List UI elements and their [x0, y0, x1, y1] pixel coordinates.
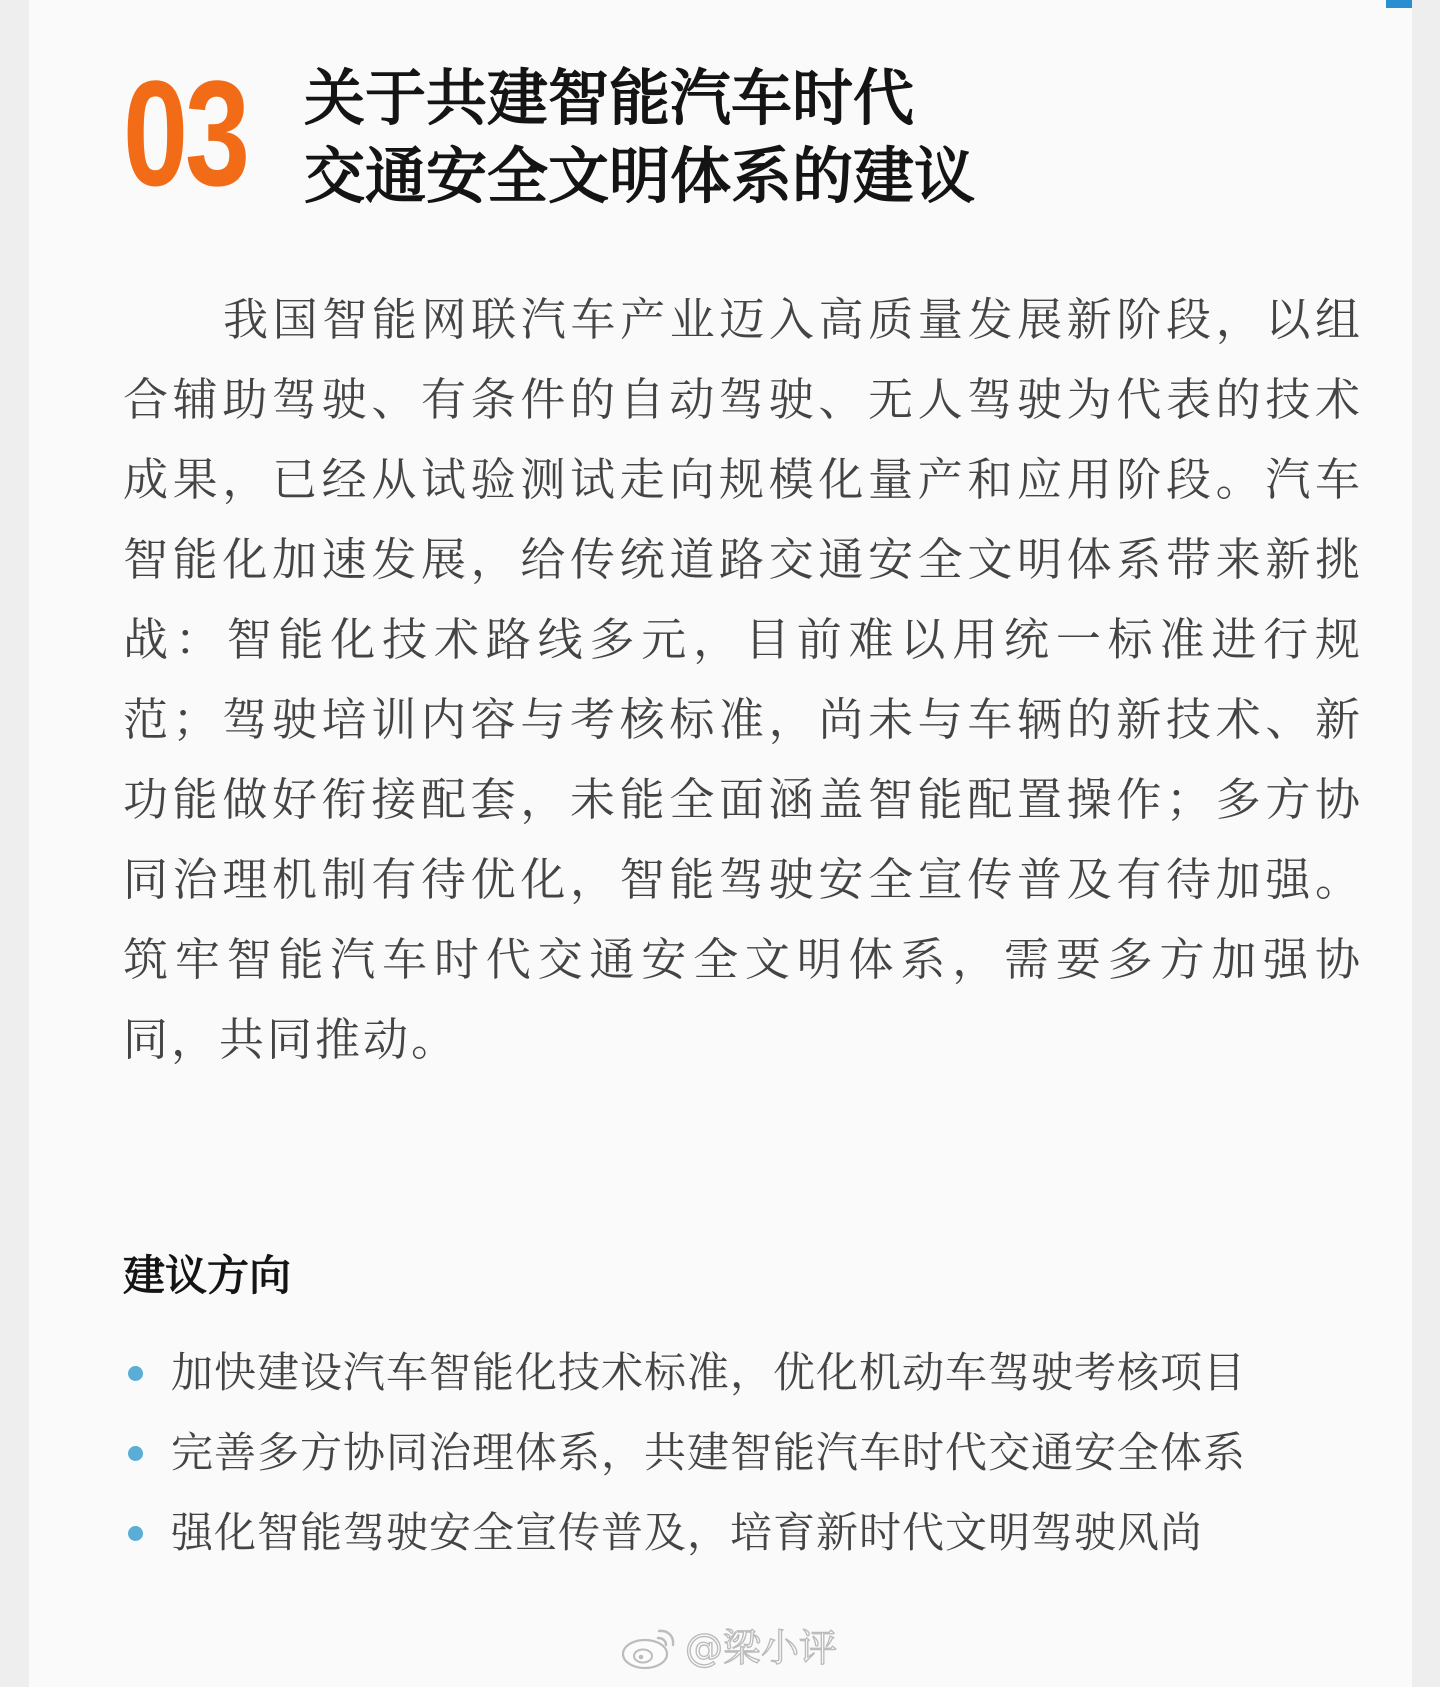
- list-item-text: 完善多方协同治理体系，共建智能汽车时代交通安全体系: [171, 1428, 1247, 1477]
- list-item-text: 强化智能驾驶安全宣传普及，培育新时代文明驾驶风尚: [171, 1508, 1204, 1557]
- body-paragraph: 我国智能网联汽车产业迈入高质量发展新阶段，以组合辅助驾驶、有条件的自动驾驶、无人驾驶为代表的技术成果，已经从试验测试走向规模化量产和应用阶段。汽车智能化加速发展，给传统道路交通安全文明体系带来新挑战：智能化技术路线多元，目前难以用统一标准进行规范；驾驶培训内容与考核标准，尚未与车辆的新技术、新功能做好衔接配套，未能全面涵盖智能配置操作；多方协同治理机制有待优化，智能驾驶安全宣传普及有待加强。筑牢智能汽车时代交通安全文明体系，需要多方加强协同，共同推动。: [123, 293, 1363, 1066]
- bullet-dot-icon: [128, 1526, 143, 1541]
- article-page: [29, 0, 1412, 1687]
- section-title: [304, 60, 1064, 216]
- watermark-text: @梁小评: [685, 1626, 838, 1670]
- weibo-icon: [619, 1623, 679, 1673]
- list-item: [123, 1333, 1383, 1413]
- list-item: [123, 1413, 1383, 1493]
- directions-heading: 建议方向: [123, 1251, 292, 1300]
- section-title-line-2: 交通安全文明体系的建议: [304, 141, 976, 212]
- watermark: [619, 1620, 837, 1676]
- section-number: 03: [123, 49, 247, 217]
- list-item: [123, 1493, 1383, 1573]
- section-title-line-1: 关于共建智能汽车时代: [304, 63, 915, 134]
- list-item-text: 加快建设汽车智能化技术标准，优化机动车驾驶考核项目: [171, 1348, 1247, 1397]
- directions-list: [123, 1333, 1383, 1573]
- corner-accent: [1386, 0, 1412, 8]
- bullet-dot-icon: [128, 1366, 143, 1381]
- bullet-dot-icon: [128, 1446, 143, 1461]
